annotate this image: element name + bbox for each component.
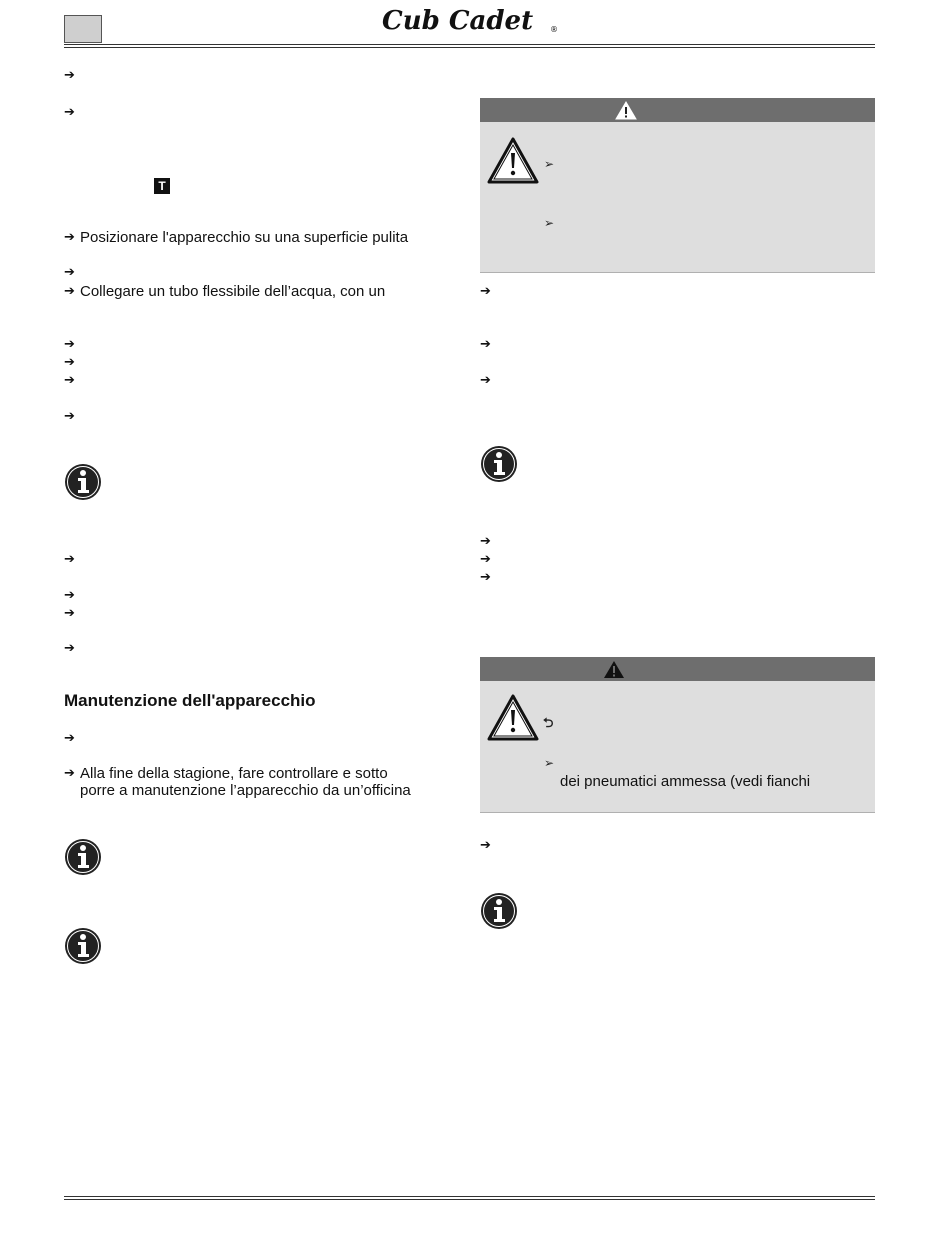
instruction-posizionare: Posizionare l'apparecchio su una superficie pulita bbox=[80, 229, 409, 246]
bullet-arrow: ➔ bbox=[64, 588, 75, 603]
bullet-arrow: ➔ bbox=[64, 373, 75, 388]
instruction-fine-stagione-2: porre a manutenzione l’apparecchio da un’officina bbox=[80, 782, 411, 799]
bullet-arrow: ➔ bbox=[480, 373, 491, 388]
header-rule-2 bbox=[64, 47, 875, 48]
bullet-arrow: ➔ bbox=[480, 337, 491, 352]
info-icon bbox=[64, 838, 102, 876]
bullet-arrow: ➔ bbox=[64, 641, 75, 656]
warning-triangle-icon bbox=[486, 136, 540, 186]
instruction-collegare: Collegare un tubo flessibile dell’acqua, con un bbox=[80, 283, 386, 300]
bullet-arrow: ➔ bbox=[64, 230, 75, 245]
warning-header bbox=[480, 657, 875, 681]
warning-triangle-icon bbox=[615, 101, 637, 120]
section-heading: Manutenzione dell'apparecchio bbox=[64, 691, 316, 710]
cub-cadet-logo bbox=[380, 4, 560, 36]
brand-text: Cub Cadet bbox=[382, 6, 534, 36]
warning-box bbox=[480, 681, 875, 813]
bullet-arrow: ➔ bbox=[64, 766, 75, 781]
info-icon bbox=[480, 445, 518, 483]
trademark: ® bbox=[550, 25, 558, 34]
warning-triangle-icon bbox=[603, 660, 625, 679]
bullet-arrow: ➔ bbox=[480, 534, 491, 549]
warning-triangle-icon bbox=[486, 693, 540, 743]
bullet-arrow: ➔ bbox=[64, 731, 75, 746]
instruction-fine-stagione: Alla fine della stagione, fare controllare e sotto bbox=[80, 765, 388, 782]
sub-bullet: ➢ bbox=[544, 756, 555, 770]
header-rule bbox=[64, 44, 875, 45]
footer-rule bbox=[64, 1196, 875, 1197]
footer-rule-2 bbox=[64, 1199, 875, 1200]
t-key-badge: T bbox=[154, 178, 170, 194]
sub-bullet: ➢ bbox=[544, 157, 555, 171]
info-icon bbox=[64, 927, 102, 965]
bullet-arrow: ➔ bbox=[480, 552, 491, 567]
page-number-box bbox=[64, 15, 102, 43]
info-icon bbox=[64, 463, 102, 501]
info-icon bbox=[480, 892, 518, 930]
bullet-arrow: ➔ bbox=[64, 105, 75, 120]
bullet-arrow: ➔ bbox=[64, 284, 75, 299]
warning-header bbox=[480, 98, 875, 122]
bullet-arrow: ➔ bbox=[64, 409, 75, 424]
warning-box bbox=[480, 122, 875, 273]
return-arrow-icon: ⮌ bbox=[543, 716, 554, 731]
bullet-arrow: ➔ bbox=[480, 284, 491, 299]
bullet-arrow: ➔ bbox=[64, 355, 75, 370]
bullet-arrow: ➔ bbox=[64, 265, 75, 280]
bullet-arrow: ➔ bbox=[64, 552, 75, 567]
bullet-arrow: ➔ bbox=[64, 337, 75, 352]
bullet-arrow: ➔ bbox=[480, 570, 491, 585]
sub-bullet: ➢ bbox=[544, 216, 555, 230]
warning-text: dei pneumatici ammessa (vedi fianchi bbox=[560, 773, 811, 790]
bullet-arrow: ➔ bbox=[64, 68, 75, 83]
bullet-arrow: ➔ bbox=[480, 838, 491, 853]
bullet-arrow: ➔ bbox=[64, 606, 75, 621]
